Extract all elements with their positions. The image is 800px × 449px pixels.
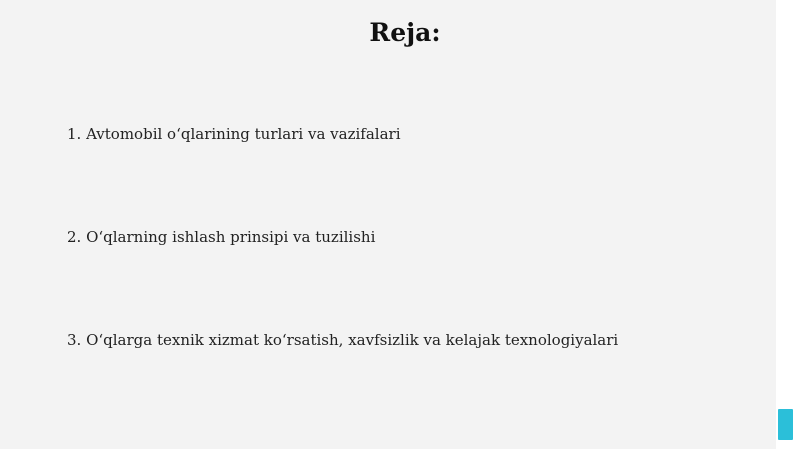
slide-title: Reja: — [369, 18, 441, 47]
plan-item-2: 2. O‘qlarning ishlash prinsipi va tuzilishi — [67, 228, 376, 246]
scrollbar-track[interactable] — [776, 0, 800, 449]
plan-item-1: 1. Avtomobil o‘qlarining turlari va vazifalari — [67, 125, 401, 143]
scrollbar-thumb[interactable] — [778, 409, 793, 440]
plan-item-3: 3. O‘qlarga texnik xizmat ko‘rsatish, xavfsizlik va kelajak texnologiyalari — [67, 331, 619, 349]
